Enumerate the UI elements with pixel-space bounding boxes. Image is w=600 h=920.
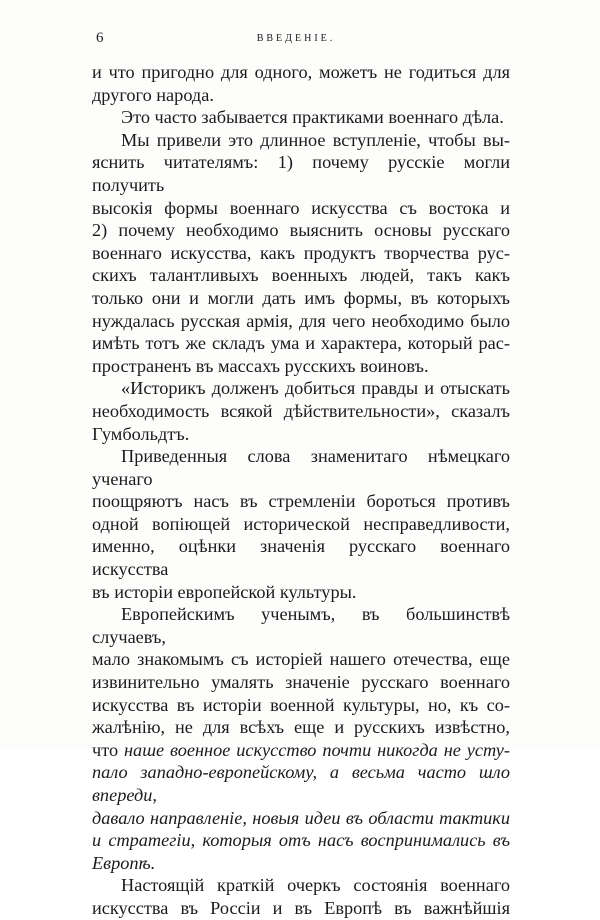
text-line: именно, оцѣнки значенія русскаго военнаго искусства <box>92 536 510 580</box>
text-line: имѣть тотъ же складъ ума и характера, который рас- <box>92 333 510 354</box>
paragraph <box>92 106 510 129</box>
text-line: военнаго искусства, какъ продуктъ творчества рус- <box>92 242 510 263</box>
text-line: другого народа. <box>92 84 214 105</box>
text-line: только они и могли дать имъ формы, въ которыхъ <box>92 287 510 308</box>
italic-text-line: давало направленіе, новыя идеи въ области тактики <box>92 807 510 828</box>
italic-text: наше военное искусство почти никогда не усту- <box>123 739 510 760</box>
italic-text-line: и стратегіи, которыя отъ насъ воспринимались въ <box>92 830 510 851</box>
text-line: высокія формы военнаго искусства съ востока и <box>92 197 510 218</box>
text-line: Европейскимъ ученымъ, въ большинствѣ случаевъ, <box>92 604 510 647</box>
paragraph-continuation <box>92 61 510 106</box>
paragraph-with-emphasis <box>92 603 510 874</box>
text-line: яснить читателямъ: 1) почему русскіе могли получить <box>92 152 510 195</box>
paragraph <box>92 445 510 603</box>
text-line: скихъ талантливыхъ военныхъ людей, такъ какъ <box>92 265 510 286</box>
italic-text-line: Европѣ. <box>92 852 156 873</box>
text-line: нуждалась русская армія, для чего необходимо было <box>92 310 510 331</box>
text-line: Гумбольдтъ. <box>92 423 190 444</box>
text-line: необходимость всякой дѣйствительности», сказалъ <box>92 400 510 421</box>
page-body-text <box>92 61 510 920</box>
text-line: пространенъ въ массахъ русскихъ воиновъ. <box>92 355 429 376</box>
text-line: въ исторіи европейской культуры. <box>92 581 357 602</box>
paragraph <box>92 129 510 378</box>
text-fragment: что <box>92 739 124 760</box>
page-number: 6 <box>96 30 104 46</box>
text-line: Мы привели это длинное вступленіе, чтобы вы- <box>121 129 510 150</box>
text-line: извинительно умалять значеніе русскаго военнаго <box>92 672 510 693</box>
text-line: 2) почему необходимо выяснить основы русскаго <box>92 220 510 241</box>
paragraph <box>92 874 510 919</box>
text-line: Настоящій краткій очеркъ состоянія военнаго <box>121 875 510 896</box>
text-line: и что пригодно для одного, можетъ не годиться для <box>92 62 510 82</box>
text-line: одной вопіющей исторической несправедливости, <box>92 513 510 534</box>
text-line: мало знакомымъ съ исторіей нашего отечества, еще <box>92 649 510 670</box>
text-line: «Историкъ долженъ добиться правды и отыскать <box>121 378 510 399</box>
text-line: поощряютъ насъ въ стремленіи бороться противъ <box>92 491 510 512</box>
italic-text-line: пало западно-европейскому, а весьма часто шло впереди, <box>92 762 510 805</box>
mixed-text-line <box>92 739 510 762</box>
page-header <box>96 30 496 50</box>
quotation-paragraph <box>92 377 510 445</box>
text-line: жалѣнію, не для всѣхъ еще и русскихъ извѣстно, <box>92 717 510 738</box>
text-line: Это часто забывается практиками военнаго дѣла. <box>121 107 504 128</box>
text-line: Приведенныя слова знаменитаго нѣмецкаго ученаго <box>92 446 510 489</box>
text-line: искусства въ исторіи военной культуры, но, къ со- <box>92 694 510 715</box>
running-title: ВВЕДЕНІЕ. <box>256 33 336 44</box>
text-line: искусства въ Россіи и въ Европѣ въ важнѣйшія <box>92 897 510 918</box>
